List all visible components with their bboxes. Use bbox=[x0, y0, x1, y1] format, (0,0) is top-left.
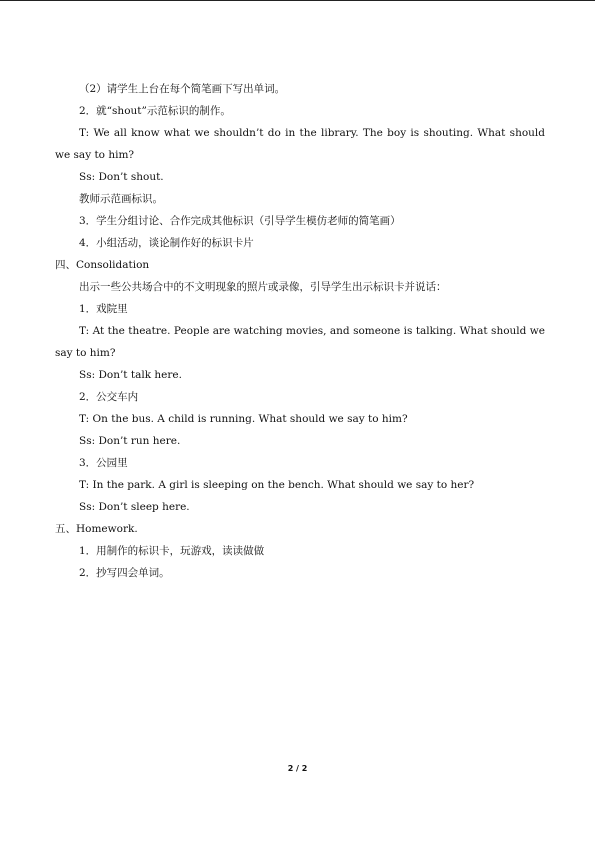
line-teacher-library: T: We all know what we shouldn’t do in the library. The boy is shouting. What should we say to him? bbox=[55, 127, 549, 161]
line-teacher-bus: T: On the bus. A child is running. What should we say to him? bbox=[79, 413, 408, 425]
line-homework-2: 2．抄写四会单词。 bbox=[79, 567, 170, 579]
line-show-photos: 出示一些公共场合中的不文明现象的照片或录像，引导学生出示标识卡并说话： bbox=[79, 281, 447, 293]
page-number: 2 / 2 bbox=[287, 764, 308, 773]
line-theatre-heading: 1．戏院里 bbox=[79, 303, 128, 315]
line-park-heading: 3．公园里 bbox=[79, 457, 128, 469]
line-students-dont-shout: Ss: Don’t shout. bbox=[79, 171, 164, 183]
section-heading-homework: 五、Homework. bbox=[55, 523, 138, 535]
line-step-2-write-words: （2）请学生上台在每个简笔画下写出单词。 bbox=[79, 83, 286, 95]
line-homework-1: 1．用制作的标识卡，玩游戏，读读做做 bbox=[79, 545, 265, 557]
line-students-dont-talk: Ss: Don’t talk here. bbox=[79, 369, 182, 381]
line-students-dont-sleep: Ss: Don’t sleep here. bbox=[79, 501, 190, 513]
line-bus-heading: 2．公交车内 bbox=[79, 391, 139, 403]
document-body bbox=[55, 78, 549, 584]
line-teacher-theatre: T: At the theatre. People are watching movies, and someone is talking. What should we say to him? bbox=[55, 325, 549, 359]
top-border-line bbox=[0, 0, 595, 1]
line-group-discussion: 3．学生分组讨论、合作完成其他标识（引导学生模仿老师的简笔画） bbox=[79, 215, 401, 227]
line-teacher-park: T: In the park. A girl is sleeping on the bench. What should we say to her? bbox=[79, 479, 475, 491]
line-teacher-draws-sign: 教师示范画标识。 bbox=[79, 193, 163, 205]
line-students-dont-run: Ss: Don’t run here. bbox=[79, 435, 181, 447]
section-heading-consolidation: 四、Consolidation bbox=[55, 259, 150, 271]
line-group-activity: 4．小组活动，谈论制作好的标识卡片 bbox=[79, 237, 254, 249]
line-shout-demo: 2．就“shout”示范标识的制作。 bbox=[79, 105, 231, 117]
